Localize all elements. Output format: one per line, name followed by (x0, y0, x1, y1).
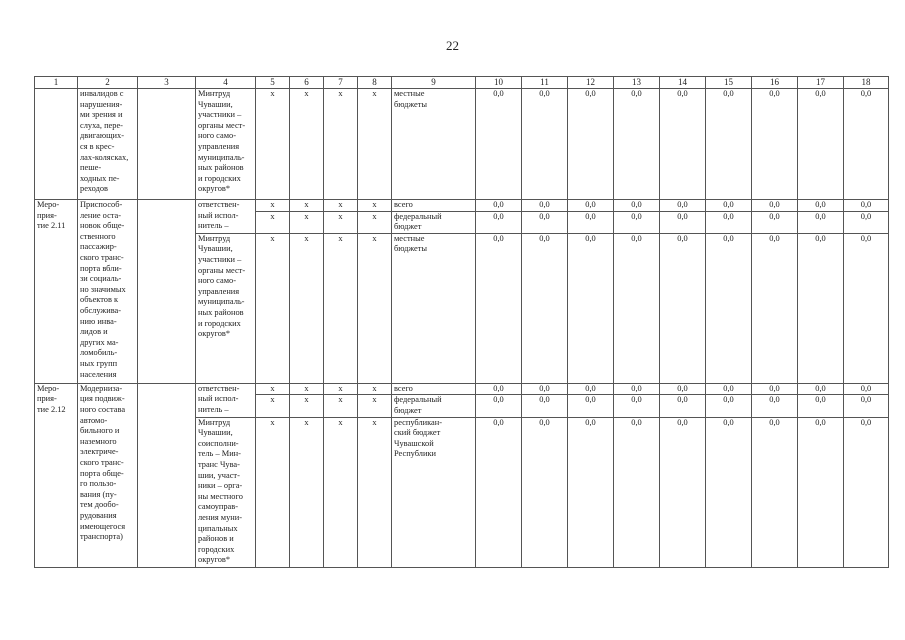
header-cell: 10 (476, 77, 522, 89)
activity-description: инвалидов с нарушения- ми зрения и слуха, пере- двигающих- ся в крес- лах-колясках, пеше- ходных пе- реходов (78, 89, 138, 200)
x-cell: х (358, 89, 392, 200)
value-cell: 0,0 (752, 200, 798, 212)
value-cell: 0,0 (522, 383, 568, 395)
header-cell: 18 (844, 77, 889, 89)
x-cell: х (358, 211, 392, 233)
value-cell: 0,0 (844, 233, 889, 383)
value-cell: 0,0 (798, 200, 844, 212)
value-cell: 0,0 (614, 383, 660, 395)
value-cell: 0,0 (660, 89, 706, 200)
table-row (35, 200, 889, 212)
program-table (34, 76, 889, 568)
value-cell: 0,0 (752, 395, 798, 417)
funding-source: местные бюджеты (392, 233, 476, 383)
x-cell: х (324, 200, 358, 212)
funding-source: местные бюджеты (392, 89, 476, 200)
header-cell: 17 (798, 77, 844, 89)
activity-description: Модерниза- ция подвиж- ного состава автомо- бильного и наземного электриче- ского транс- порта обще- го пользо- вания (пу- тем дообо- рудования имеющегося транспорта) (78, 383, 138, 567)
executor-cell: Минтруд Чувашии, участники – органы мест- ного само- управления муниципаль- ных районов и городских округов* (196, 89, 256, 200)
executor-cell: ответствен- ный испол- нитель – (196, 200, 256, 234)
header-cell: 16 (752, 77, 798, 89)
x-cell: х (256, 395, 290, 417)
header-cell: 5 (256, 77, 290, 89)
x-cell: х (290, 200, 324, 212)
value-cell: 0,0 (568, 233, 614, 383)
executor-cell: Минтруд Чувашии, участники – органы мест- ного само- управления муниципаль- ных районов и городских округов* (196, 233, 256, 383)
x-cell: х (256, 233, 290, 383)
x-cell: х (324, 395, 358, 417)
x-cell: х (290, 211, 324, 233)
value-cell: 0,0 (798, 89, 844, 200)
value-cell: 0,0 (844, 211, 889, 233)
value-cell: 0,0 (798, 417, 844, 567)
value-cell: 0,0 (476, 211, 522, 233)
header-cell: 2 (78, 77, 138, 89)
value-cell: 0,0 (568, 417, 614, 567)
x-cell: х (324, 211, 358, 233)
x-cell: х (358, 200, 392, 212)
x-cell: х (290, 233, 324, 383)
value-cell: 0,0 (660, 395, 706, 417)
value-cell: 0,0 (522, 417, 568, 567)
value-cell: 0,0 (706, 417, 752, 567)
header-cell: 8 (358, 77, 392, 89)
value-cell: 0,0 (706, 233, 752, 383)
value-cell: 0,0 (522, 395, 568, 417)
x-cell: х (290, 89, 324, 200)
funding-source: всего (392, 383, 476, 395)
x-cell: х (324, 417, 358, 567)
x-cell: х (324, 383, 358, 395)
value-cell: 0,0 (752, 89, 798, 200)
value-cell: 0,0 (568, 395, 614, 417)
value-cell: 0,0 (614, 417, 660, 567)
value-cell: 0,0 (522, 89, 568, 200)
value-cell: 0,0 (706, 211, 752, 233)
empty-cell (138, 383, 196, 567)
empty-cell (138, 89, 196, 200)
value-cell: 0,0 (706, 395, 752, 417)
value-cell: 0,0 (752, 417, 798, 567)
header-row (35, 77, 889, 89)
activity-id-cell: Меро- прия- тие 2.11 (35, 200, 78, 384)
header-cell: 7 (324, 77, 358, 89)
header-cell: 1 (35, 77, 78, 89)
value-cell: 0,0 (522, 200, 568, 212)
header-cell: 9 (392, 77, 476, 89)
x-cell: х (290, 395, 324, 417)
table-row (35, 383, 889, 395)
value-cell: 0,0 (614, 89, 660, 200)
funding-source: всего (392, 200, 476, 212)
value-cell: 0,0 (614, 233, 660, 383)
value-cell: 0,0 (660, 233, 706, 383)
x-cell: х (256, 211, 290, 233)
value-cell: 0,0 (476, 200, 522, 212)
value-cell: 0,0 (476, 89, 522, 200)
value-cell: 0,0 (798, 395, 844, 417)
value-cell: 0,0 (844, 89, 889, 200)
x-cell: х (256, 417, 290, 567)
header-cell: 13 (614, 77, 660, 89)
value-cell: 0,0 (568, 89, 614, 200)
executor-cell: Минтруд Чувашии, соисполни- тель – Мин- транс Чува- шии, участ- ники – орга- ны местного самоуправ- ления муни- ципальных районов и городских округов* (196, 417, 256, 567)
value-cell: 0,0 (752, 211, 798, 233)
value-cell: 0,0 (752, 383, 798, 395)
x-cell: х (324, 233, 358, 383)
value-cell: 0,0 (844, 395, 889, 417)
page-number: 22 (446, 38, 459, 53)
value-cell: 0,0 (844, 417, 889, 567)
activity-id-cell: Меро- прия- тие 2.12 (35, 383, 78, 567)
x-cell: х (358, 233, 392, 383)
header-cell: 12 (568, 77, 614, 89)
x-cell: х (256, 383, 290, 395)
funding-source: федеральный бюджет (392, 211, 476, 233)
value-cell: 0,0 (614, 395, 660, 417)
value-cell: 0,0 (660, 200, 706, 212)
x-cell: х (324, 89, 358, 200)
x-cell: х (290, 383, 324, 395)
header-cell: 14 (660, 77, 706, 89)
x-cell: х (256, 89, 290, 200)
value-cell: 0,0 (568, 211, 614, 233)
value-cell: 0,0 (476, 395, 522, 417)
x-cell: х (358, 395, 392, 417)
activity-id-cell (35, 89, 78, 200)
header-cell: 11 (522, 77, 568, 89)
value-cell: 0,0 (798, 383, 844, 395)
value-cell: 0,0 (706, 383, 752, 395)
header-cell: 3 (138, 77, 196, 89)
value-cell: 0,0 (752, 233, 798, 383)
value-cell: 0,0 (568, 200, 614, 212)
value-cell: 0,0 (476, 233, 522, 383)
header-cell: 15 (706, 77, 752, 89)
value-cell: 0,0 (844, 383, 889, 395)
value-cell: 0,0 (798, 233, 844, 383)
value-cell: 0,0 (568, 383, 614, 395)
value-cell: 0,0 (476, 417, 522, 567)
value-cell: 0,0 (522, 233, 568, 383)
value-cell: 0,0 (706, 89, 752, 200)
value-cell: 0,0 (614, 211, 660, 233)
value-cell: 0,0 (660, 417, 706, 567)
table-row (35, 89, 889, 200)
header-cell: 6 (290, 77, 324, 89)
value-cell: 0,0 (660, 211, 706, 233)
x-cell: х (256, 200, 290, 212)
activity-description: Приспособ- ление оста- новок обще- ственного пассажир- ского транс- порта вбли- зи социаль- но значимых объектов к обслужива- нию инва- лидов и других ма- ломобиль- ных групп населения (78, 200, 138, 384)
header-cell: 4 (196, 77, 256, 89)
value-cell: 0,0 (476, 383, 522, 395)
value-cell: 0,0 (798, 211, 844, 233)
x-cell: х (358, 417, 392, 567)
x-cell: х (358, 383, 392, 395)
funding-source: республикан- ский бюджет Чувашской Республики (392, 417, 476, 567)
empty-cell (138, 200, 196, 384)
x-cell: х (290, 417, 324, 567)
executor-cell: ответствен- ный испол- нитель – (196, 383, 256, 417)
funding-source: федеральный бюджет (392, 395, 476, 417)
value-cell: 0,0 (660, 383, 706, 395)
value-cell: 0,0 (522, 211, 568, 233)
value-cell: 0,0 (614, 200, 660, 212)
value-cell: 0,0 (706, 200, 752, 212)
value-cell: 0,0 (844, 200, 889, 212)
